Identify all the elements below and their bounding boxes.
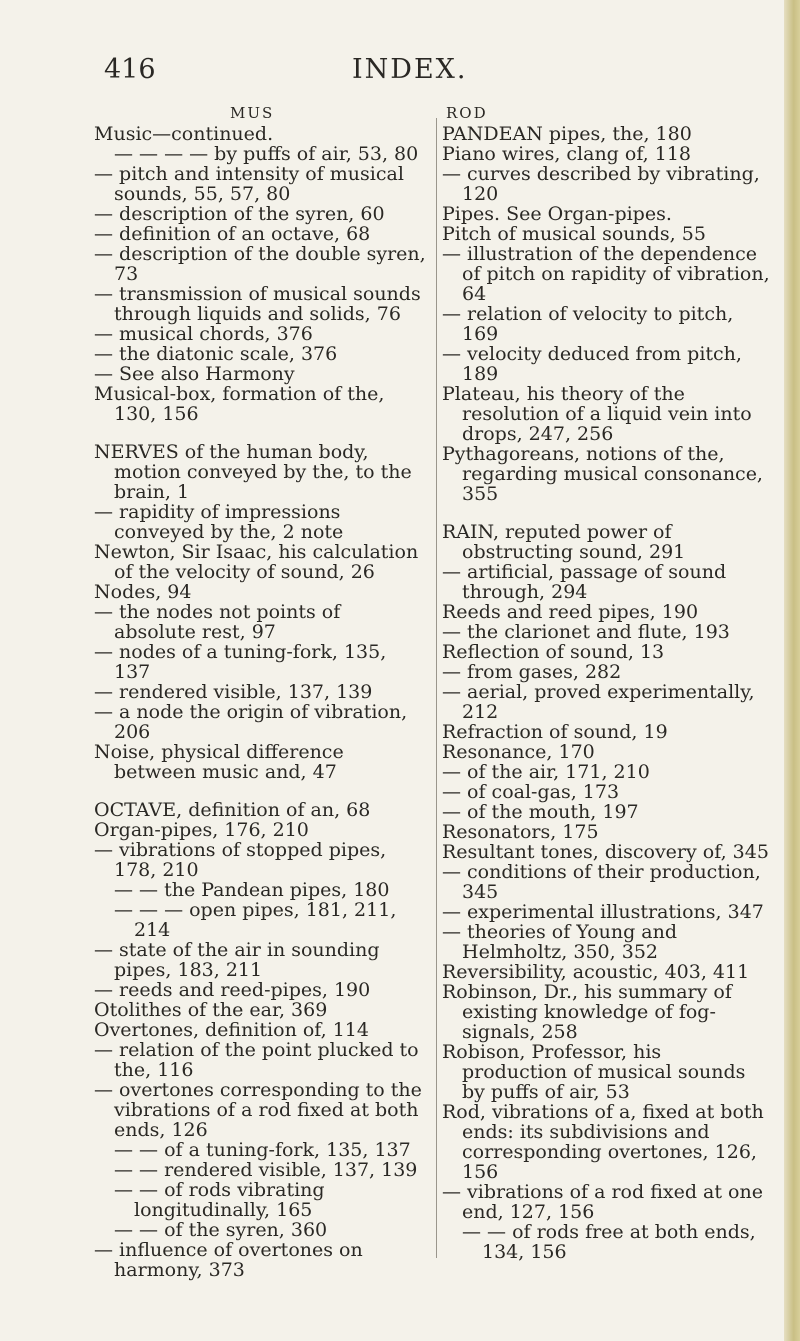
index-entry-initial: RAIN, reputed power of obstructing sound, 291 bbox=[442, 521, 686, 563]
index-entry: Refraction of sound, 19 bbox=[442, 721, 668, 743]
index-entry: — curves described by vibrating, 120 bbox=[442, 163, 760, 205]
page-number: 416 bbox=[104, 54, 156, 85]
index-entry: — of coal-gas, 173 bbox=[442, 781, 620, 803]
index-entry: — transmission of musical sounds through liquids and solids, 76 bbox=[94, 283, 421, 325]
index-entry: — overtones corresponding to the vibrations of a rod fixed at both ends, 126 bbox=[94, 1079, 422, 1141]
index-entry: — illustration of the dependence of pitch on rapidity of vibration, 64 bbox=[442, 243, 770, 305]
index-entry: — pitch and intensity of musical sounds, 55, 57, 80 bbox=[94, 163, 404, 205]
index-entry: Pitch of musical sounds, 55 bbox=[442, 223, 706, 245]
index-entry: — — of a tuning-fork, 135, 137 bbox=[114, 1139, 411, 1161]
index-entry: — description of the syren, 60 bbox=[94, 203, 385, 225]
index-entry: — a node the origin of vibration, 206 bbox=[94, 701, 408, 743]
index-entry: Reeds and reed pipes, 190 bbox=[442, 601, 699, 623]
index-column-right bbox=[442, 124, 772, 1262]
index-entry-initial: OCTAVE, definition of an, 68 bbox=[94, 799, 371, 821]
index-entry: — the clarionet and flute, 193 bbox=[442, 621, 730, 643]
index-entry: — — the Pandean pipes, 180 bbox=[114, 879, 390, 901]
index-entry: — artificial, passage of sound through, 294 bbox=[442, 561, 727, 603]
index-entry: — state of the air in sounding pipes, 183, 211 bbox=[94, 939, 380, 981]
index-entry: — — rendered visible, 137, 139 bbox=[114, 1159, 418, 1181]
headword-left: MUS bbox=[230, 104, 275, 122]
index-entry: Nodes, 94 bbox=[94, 581, 192, 603]
index-entry: — definition of an octave, 68 bbox=[94, 223, 371, 245]
index-entry: — theories of Young and Helmholtz, 350, 352 bbox=[442, 921, 678, 963]
index-entry: Pythagoreans, notions of the, regarding musical consonance, 355 bbox=[442, 443, 763, 505]
index-entry: — rendered visible, 137, 139 bbox=[94, 681, 373, 703]
index-entry: Robison, Professor, his production of musical sounds by puffs of air, 53 bbox=[442, 1041, 746, 1103]
index-entry: — — — — by puffs of air, 53, 80 bbox=[114, 143, 419, 165]
index-entry: — the nodes not points of absolute rest, 97 bbox=[94, 601, 341, 643]
index-entry: — — of rods vibrating longitudinally, 165 bbox=[114, 1179, 325, 1221]
index-entry: — vibrations of stopped pipes, 178, 210 bbox=[94, 839, 387, 881]
index-entry: Reflection of sound, 13 bbox=[442, 641, 665, 663]
index-entry: — — of rods free at both ends, 134, 156 bbox=[462, 1221, 756, 1263]
index-entry: — nodes of a tuning-fork, 135, 137 bbox=[94, 641, 387, 683]
index-entry: — relation of velocity to pitch, 169 bbox=[442, 303, 734, 345]
index-entry-initial: NERVES of the human body, motion conveyed by the, to the brain, 1 bbox=[94, 441, 412, 503]
index-entry: — experimental illustrations, 347 bbox=[442, 901, 764, 923]
index-entry: Music—continued. bbox=[94, 123, 274, 145]
index-entry: — — of the syren, 360 bbox=[114, 1219, 328, 1241]
index-entry: Overtones, definition of, 114 bbox=[94, 1019, 369, 1041]
index-entry: Plateau, his theory of the resolution of a liquid vein into drops, 247, 256 bbox=[442, 383, 752, 445]
index-entry: — vibrations of a rod fixed at one end, 127, 156 bbox=[442, 1181, 763, 1223]
index-entry: — See also Harmony bbox=[94, 363, 295, 385]
index-entry: — relation of the point plucked to the, 116 bbox=[94, 1039, 419, 1081]
index-entry: — — — open pipes, 181, 211, 214 bbox=[114, 899, 397, 941]
index-entry: Resonators, 175 bbox=[442, 821, 599, 843]
index-entry: Rod, vibrations of a, fixed at both ends: its subdivisions and corresponding overtones, 126, 156 bbox=[442, 1101, 764, 1183]
index-entry: Robinson, Dr., his summary of existing knowledge of fog-signals, 258 bbox=[442, 981, 732, 1043]
index-entry: Reversibility, acoustic, 403, 411 bbox=[442, 961, 750, 983]
index-entry: Noise, physical difference between music and, 47 bbox=[94, 741, 344, 783]
index-entry: Piano wires, clang of, 118 bbox=[442, 143, 692, 165]
index-entry: — of the air, 171, 210 bbox=[442, 761, 650, 783]
index-entry: — aerial, proved experimentally, 212 bbox=[442, 681, 755, 723]
page-title: INDEX. bbox=[352, 54, 468, 85]
index-entry: Otolithes of the ear, 369 bbox=[94, 999, 328, 1021]
index-entry: — from gases, 282 bbox=[442, 661, 622, 683]
page-edge bbox=[784, 0, 800, 1341]
index-entry-initial: PANDEAN pipes, the, 180 bbox=[442, 123, 692, 145]
index-entry: — musical chords, 376 bbox=[94, 323, 313, 345]
index-entry: — of the mouth, 197 bbox=[442, 801, 639, 823]
index-entry: — description of the double syren, 73 bbox=[94, 243, 426, 285]
index-entry: Pipes. See Organ-pipes. bbox=[442, 203, 672, 225]
headword-right: ROD bbox=[446, 104, 488, 122]
index-entry: — reeds and reed-pipes, 190 bbox=[94, 979, 371, 1001]
index-entry: Musical-box, formation of the, 130, 156 bbox=[94, 383, 385, 425]
index-entry: — rapidity of impressions conveyed by the, 2 note bbox=[94, 501, 344, 543]
index-entry: Resonance, 170 bbox=[442, 741, 595, 763]
index-column-left bbox=[94, 124, 426, 1280]
index-entry: — velocity deduced from pitch, 189 bbox=[442, 343, 742, 385]
index-entry: Resultant tones, discovery of, 345 bbox=[442, 841, 769, 863]
index-entry: — conditions of their production, 345 bbox=[442, 861, 761, 903]
index-entry: — influence of overtones on harmony, 373 bbox=[94, 1239, 363, 1281]
index-entry: Organ-pipes, 176, 210 bbox=[94, 819, 309, 841]
index-entry: Newton, Sir Isaac, his calculation of the velocity of sound, 26 bbox=[94, 541, 419, 583]
index-entry: — the diatonic scale, 376 bbox=[94, 343, 338, 365]
column-divider bbox=[436, 118, 437, 1258]
